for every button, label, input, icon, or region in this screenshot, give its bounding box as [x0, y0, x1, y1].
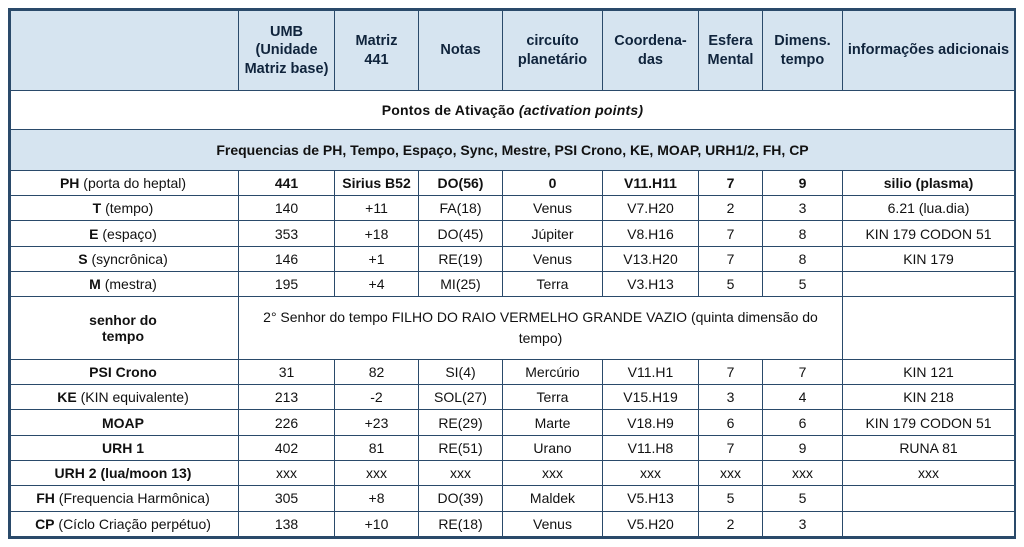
cell-coordenadas: V3.H13: [603, 272, 699, 297]
table-header: [11, 11, 1015, 91]
row-label-m: [11, 272, 239, 297]
row-label-ke: [11, 385, 239, 410]
cell-coordenadas: xxx: [603, 460, 699, 485]
cell-esfera: 7: [699, 246, 763, 271]
col-header-umb-line3: Matriz base): [244, 60, 329, 77]
cell-matriz: +10: [335, 511, 419, 536]
cell-coordenadas: V7.H20: [603, 196, 699, 221]
col-header-circuito-line1: circuíto: [526, 33, 579, 50]
cell-matriz: 82: [335, 359, 419, 384]
row-label-rest: (espaço): [98, 225, 157, 242]
cell-umb: 195: [239, 272, 335, 297]
cell-notas: DO(56): [419, 170, 503, 195]
cell-circuito: Maldek: [503, 486, 603, 511]
table-row-senhor-do-tempo: [11, 297, 1015, 360]
row-label-bold: URH 2 (lua/moon 13): [54, 465, 192, 482]
col-header-coord-line2: das: [638, 51, 663, 68]
col-header-matriz-line1: Matriz: [355, 33, 398, 50]
col-header-esfera-line1: Esfera: [708, 33, 753, 50]
cell-dimensao: 7: [763, 359, 843, 384]
cell-info: RUNA 81: [843, 435, 1015, 460]
col-header-esfera: [699, 11, 763, 91]
cell-esfera: 5: [699, 486, 763, 511]
cell-umb: 441: [239, 170, 335, 195]
row-label-senhor-do-tempo: [11, 297, 239, 360]
row-label-rest: (KIN equivalente): [76, 389, 189, 406]
cell-matriz: Sirius B52: [335, 170, 419, 195]
cell-notas: DO(45): [419, 221, 503, 246]
cell-umb: 353: [239, 221, 335, 246]
row-label-bold: E: [89, 225, 99, 242]
cell-esfera: 2: [699, 511, 763, 536]
cell-esfera: 7: [699, 359, 763, 384]
cell-matriz: +23: [335, 410, 419, 435]
col-header-notas: Notas: [419, 11, 503, 91]
cell-dimensao: xxx: [763, 460, 843, 485]
table-row: [11, 359, 1015, 384]
cell-info: KIN 179: [843, 246, 1015, 271]
cell-coordenadas: V5.H20: [603, 511, 699, 536]
table-row: [11, 385, 1015, 410]
table-row: [11, 170, 1015, 195]
col-header-umb-line1: UMB: [269, 24, 304, 41]
cell-circuito: Venus: [503, 511, 603, 536]
cell-notas: xxx: [419, 460, 503, 485]
row-label-ph: [11, 170, 239, 195]
cell-notas: RE(18): [419, 511, 503, 536]
row-label-moap: [11, 410, 239, 435]
cell-info: [843, 486, 1015, 511]
row-label-e: [11, 221, 239, 246]
cell-dimensao: 9: [763, 170, 843, 195]
cell-matriz: 81: [335, 435, 419, 460]
cell-coordenadas: V5.H13: [603, 486, 699, 511]
cell-circuito: xxx: [503, 460, 603, 485]
cell-circuito: Terra: [503, 272, 603, 297]
cell-info: KIN 179 CODON 51: [843, 410, 1015, 435]
page-title: [11, 91, 1015, 130]
cell-coordenadas: V15.H19: [603, 385, 699, 410]
cell-matriz: +8: [335, 486, 419, 511]
col-header-coordenadas: [603, 11, 699, 91]
title-main: Pontos de Ativação: [381, 101, 519, 118]
row-label-bold: URH 1: [101, 439, 144, 456]
cell-esfera: 3: [699, 385, 763, 410]
col-header-esfera-line2: Mental: [707, 51, 754, 68]
title-italic: (activation points): [518, 101, 644, 118]
cell-info: KIN 121: [843, 359, 1015, 384]
row-label-t: [11, 196, 239, 221]
cell-umb: xxx: [239, 460, 335, 485]
cell-info: [843, 297, 1015, 360]
cell-notas: RE(51): [419, 435, 503, 460]
cell-umb: 305: [239, 486, 335, 511]
row-label-urh1: [11, 435, 239, 460]
cell-coordenadas: V11.H8: [603, 435, 699, 460]
cell-coordenadas: V11.H11: [603, 170, 699, 195]
cell-matriz: +4: [335, 272, 419, 297]
cell-dimensao: 4: [763, 385, 843, 410]
cell-info: [843, 511, 1015, 536]
cell-info: [843, 272, 1015, 297]
col-header-dimens-line1: Dimens.: [774, 33, 831, 50]
table-row: [11, 272, 1015, 297]
table-row: [11, 511, 1015, 536]
row-label-rest: (Cíclo Criação perpétuo): [54, 515, 211, 532]
cell-circuito: Marte: [503, 410, 603, 435]
col-header-coord-line1: Coordena-: [614, 33, 687, 50]
cell-esfera: 7: [699, 170, 763, 195]
col-header-circuito: [503, 11, 603, 91]
cell-matriz: +1: [335, 246, 419, 271]
cell-coordenadas: V13.H20: [603, 246, 699, 271]
cell-info: KIN 218: [843, 385, 1015, 410]
cell-esfera: 2: [699, 196, 763, 221]
row-label-rest: (syncrônica): [87, 250, 168, 267]
cell-esfera: 6: [699, 410, 763, 435]
row-label-urh2: [11, 460, 239, 485]
table-row: [11, 460, 1015, 485]
subtitle-row: [11, 129, 1015, 170]
row-label-psi-crono: [11, 359, 239, 384]
cell-notas: FA(18): [419, 196, 503, 221]
cell-notas: RE(29): [419, 410, 503, 435]
table-row: [11, 486, 1015, 511]
row-label-rest: (porta do heptal): [79, 175, 187, 192]
cell-circuito: Venus: [503, 196, 603, 221]
cell-circuito: Venus: [503, 246, 603, 271]
cell-umb: 138: [239, 511, 335, 536]
cell-esfera: 5: [699, 272, 763, 297]
col-header-umb: [239, 11, 335, 91]
subtitle: Frequencias de PH, Tempo, Espaço, Sync, Mestre, PSI Crono, KE, MOAP, URH1/2, FH, CP: [11, 129, 1015, 170]
table-row: [11, 410, 1015, 435]
cell-esfera: 7: [699, 435, 763, 460]
row-label-s: [11, 246, 239, 271]
col-header-dimens-line2: tempo: [780, 51, 825, 68]
cell-esfera: xxx: [699, 460, 763, 485]
cell-esfera: 7: [699, 221, 763, 246]
row-label-bold: PH: [59, 175, 80, 192]
row-label-cp: [11, 511, 239, 536]
cell-notas: RE(19): [419, 246, 503, 271]
cell-circuito: Terra: [503, 385, 603, 410]
cell-info: KIN 179 CODON 51: [843, 221, 1015, 246]
cell-info: silio (plasma): [843, 170, 1015, 195]
table-body: [11, 170, 1015, 536]
row-label-bold: PSI Crono: [89, 363, 157, 380]
table-row: [11, 196, 1015, 221]
cell-notas: SOL(27): [419, 385, 503, 410]
cell-dimensao: 6: [763, 410, 843, 435]
cell-dimensao: 3: [763, 511, 843, 536]
row-label-rest: (Frequencia Harmônica): [54, 490, 210, 507]
cell-umb: 146: [239, 246, 335, 271]
cell-circuito: Mercúrio: [503, 359, 603, 384]
cell-dimensao: 8: [763, 221, 843, 246]
table-row: [11, 221, 1015, 246]
table-row: [11, 246, 1015, 271]
cell-matriz: xxx: [335, 460, 419, 485]
cell-dimensao: 9: [763, 435, 843, 460]
cell-senhor-do-tempo-text: 2° Senhor do tempo FILHO DO RAIO VERMELHO GRANDE VAZIO (quinta dimensão do tempo): [239, 297, 843, 360]
cell-matriz: +18: [335, 221, 419, 246]
cell-circuito: 0: [503, 170, 603, 195]
cell-notas: SI(4): [419, 359, 503, 384]
cell-matriz: +11: [335, 196, 419, 221]
col-header-info: informações adicionais: [843, 11, 1015, 91]
table-frame: [8, 8, 1016, 539]
activation-points-table: [10, 10, 1015, 537]
cell-umb: 31: [239, 359, 335, 384]
cell-umb: 402: [239, 435, 335, 460]
cell-matriz: -2: [335, 385, 419, 410]
row-label-bold: FH: [36, 490, 55, 507]
row-label-fh: [11, 486, 239, 511]
col-header-matriz: [335, 11, 419, 91]
cell-circuito: Júpiter: [503, 221, 603, 246]
cell-dimensao: 5: [763, 272, 843, 297]
col-header-dimensao: [763, 11, 843, 91]
row-label-bold: T: [92, 200, 102, 217]
row-label-bold: M: [89, 276, 101, 293]
cell-umb: 226: [239, 410, 335, 435]
col-header-label: [11, 11, 239, 91]
col-header-circuito-line2: planetário: [517, 51, 588, 68]
col-header-umb-line2: (Unidade: [255, 42, 318, 59]
cell-umb: 140: [239, 196, 335, 221]
cell-coordenadas: V18.H9: [603, 410, 699, 435]
row-label-rest: (mestra): [100, 276, 157, 293]
row-label-bold: S: [78, 250, 88, 267]
title-row: [11, 91, 1015, 130]
cell-notas: MI(25): [419, 272, 503, 297]
row-label-senhor-line1: senhor do: [89, 312, 157, 329]
cell-dimensao: 8: [763, 246, 843, 271]
cell-coordenadas: V11.H1: [603, 359, 699, 384]
cell-dimensao: 5: [763, 486, 843, 511]
cell-dimensao: 3: [763, 196, 843, 221]
col-header-matriz-line2: 441: [364, 51, 389, 68]
cell-coordenadas: V8.H16: [603, 221, 699, 246]
cell-notas: DO(39): [419, 486, 503, 511]
cell-info: 6.21 (lua.dia): [843, 196, 1015, 221]
row-label-senhor-line2: tempo: [102, 328, 144, 345]
row-label-rest: (tempo): [101, 200, 154, 217]
cell-info: xxx: [843, 460, 1015, 485]
row-label-bold: KE: [57, 389, 77, 406]
cell-umb: 213: [239, 385, 335, 410]
row-label-bold: CP: [35, 515, 55, 532]
row-label-bold: MOAP: [102, 414, 144, 431]
cell-circuito: Urano: [503, 435, 603, 460]
table-row: [11, 435, 1015, 460]
